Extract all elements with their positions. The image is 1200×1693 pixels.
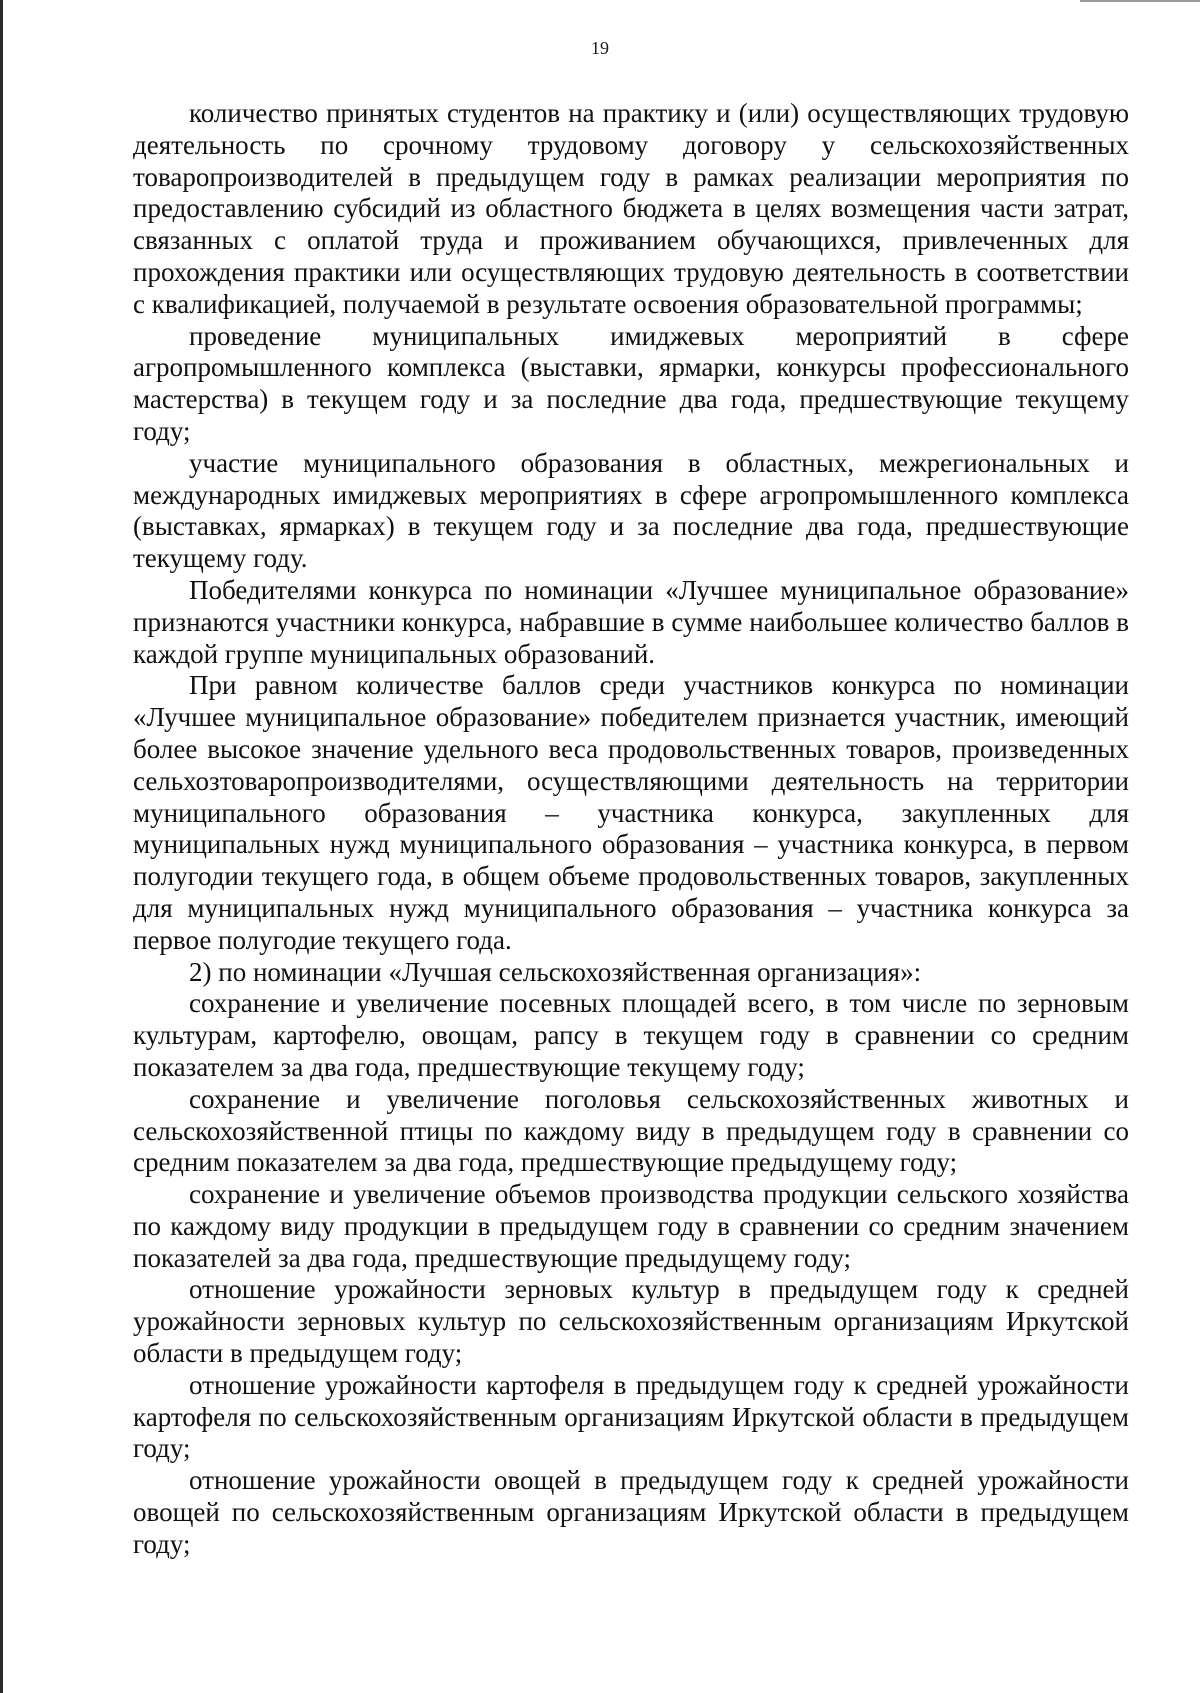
paragraph-sown-areas: сохранение и увеличение посевных площадей всего, в том числе по зерновым культурам, картофелю, овощам, рапсу в текущем году в сравнении со средним показателем за два года, предшествующие текущему году; — [133, 988, 1129, 1082]
paragraph-winners: Победителями конкурса по номинации «Лучшее муниципальное образование» признаются участники конкурса, набравшие в сумме наибольшее количество баллов в каждой группе муниципальных образований. — [133, 574, 1129, 669]
paragraph-students-practice: количество принятых студентов на практику и (или) осуществляющих трудовую деятельность по срочному трудовому договору у сельскохозяйственных товаропроизводителей в предыдущем году в рамках реализации мероприятия по предоставлению субсидий из областного бюджета в целях возмещения части затрат, связанных с оплатой труда и проживанием обучающихся, привлеченных для прохождения практики или осуществляющих трудовую деятельность в соответствии с квалификацией, получаемой в результате освоения образовательной программы; — [133, 98, 1129, 319]
paragraph-livestock: сохранение и увеличение поголовья сельскохозяйственных животных и сельскохозяйственной птицы по каждому виду в предыдущем году в сравнении со средним показателем за два года, предшествующие предыдущему году; — [133, 1083, 1129, 1178]
paragraph-vegetable-yield: отношение урожайности овощей в предыдущем году к средней урожайности овощей по сельскохозяйственным организациям Иркутской области в предыдущем году; — [133, 1465, 1129, 1559]
paragraph-participation: участие муниципального образования в областных, межрегиональных и международных имиджевых мероприятиях в сфере агропромышленного комплекса (выставках, ярмарках) в текущем году и за последние два года, предшествующие текущему году. — [133, 447, 1129, 574]
scan-top-right-mark — [1080, 0, 1200, 2]
paragraph-equal-points: При равном количестве баллов среди участников конкурса по номинации «Лучшее муниципальное образование» победителем признается участник, имеющий более высокое значение удельного веса продовольственных товаров, произведенных сельхозтоваропроизводителями, осуществляющими деятельность на территории муниципального образования – участника конкурса, закупленных для муниципальных нужд муниципального образования – участника конкурса, в первом полугодии текущего года, в общем объеме продовольственных товаров, закупленных для муниципальных нужд муниципального образования – участника конкурса за первое полугодие текущего года. — [133, 670, 1129, 955]
paragraph-grain-yield: отношение урожайности зерновых культур в предыдущем году к средней урожайности зерновых культур по сельскохозяйственным организациям Иркутской области в предыдущем году; — [133, 1274, 1129, 1369]
scan-left-edge — [0, 0, 3, 1693]
page-number: 19 — [591, 38, 609, 58]
document-body — [133, 98, 1129, 1561]
paragraph-image-events: проведение муниципальных имиджевых мероприятий в сфере агропромышленного комплекса (выставки, ярмарки, конкурсы профессионального мастерства) в текущем году и за последние два года, предшествующие текущему году; — [133, 320, 1129, 446]
paragraph-potato-yield: отношение урожайности картофеля в предыдущем году к средней урожайности картофеля по сельскохозяйственным организациям Иркутской области в предыдущем году; — [133, 1369, 1129, 1464]
paragraph-production-volume: сохранение и увеличение объемов производства продукции сельского хозяйства по каждому виду продукции в предыдущем году в сравнении со средним значением показателей за два года, предшествующие предыдущему году; — [133, 1179, 1129, 1273]
paragraph-nomination-2: 2) по номинации «Лучшая сельскохозяйственная организация»: — [189, 956, 922, 987]
